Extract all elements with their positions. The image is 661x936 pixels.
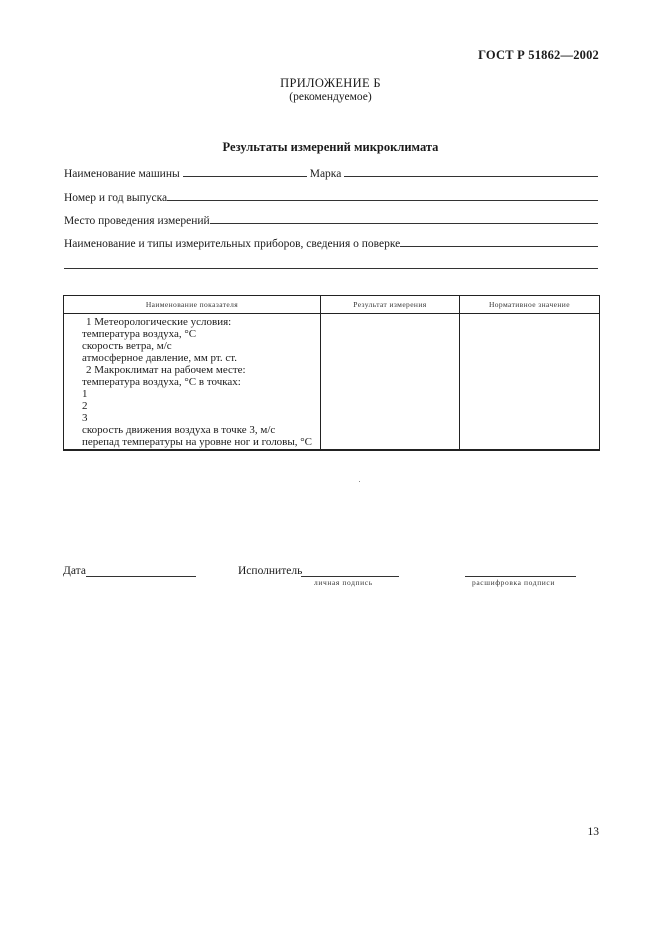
indicator-item: скорость движения воздуха в точке 3, м/с xyxy=(82,424,276,436)
brand-label: Марка xyxy=(309,168,342,180)
indicator-item: 3 xyxy=(82,412,88,424)
standard-number: ГОСТ Р 51862—2002 xyxy=(478,48,599,62)
performer-label: Исполнитель xyxy=(238,565,303,577)
machine-name-field[interactable] xyxy=(183,175,307,177)
signature-caption: личная подпись xyxy=(314,578,373,587)
table-row xyxy=(64,314,600,451)
scan-speck xyxy=(359,481,360,482)
indicator-item: 2 Макроклимат на рабочем месте: xyxy=(86,364,246,376)
instruments-continuation-line[interactable] xyxy=(64,268,598,269)
page-number: 13 xyxy=(587,826,599,838)
results-table xyxy=(63,295,600,451)
indicator-item: 1 xyxy=(82,388,88,400)
place-label: Место проведения измерений xyxy=(64,215,210,227)
indicator-cell xyxy=(64,314,321,451)
instruments-row xyxy=(64,234,598,250)
document-title: Результаты измерений микроклимата xyxy=(222,140,439,154)
norm-cell[interactable] xyxy=(459,314,599,451)
instruments-field[interactable] xyxy=(400,245,598,247)
table-header-row xyxy=(64,296,600,314)
brand-field[interactable] xyxy=(344,175,598,177)
indicator-item: температура воздуха, °С в точках: xyxy=(82,376,241,388)
instruments-label: Наименование и типы измерительных приборов, сведения о поверке xyxy=(64,238,401,250)
decoding-field[interactable] xyxy=(465,563,576,577)
decoding-caption: расшифровка подписи xyxy=(472,578,555,587)
number-year-field[interactable] xyxy=(167,199,598,201)
number-year-row xyxy=(64,188,598,204)
signature-field[interactable] xyxy=(301,563,399,577)
indicator-item: атмосферное давление, мм рт. ст. xyxy=(82,352,237,364)
date-label: Дата xyxy=(63,565,86,577)
machine-name-label: Наименование машины xyxy=(64,168,180,180)
header-indicator: Наименование показателя xyxy=(64,296,321,314)
result-cell[interactable] xyxy=(320,314,459,451)
indicator-item: 2 xyxy=(82,400,88,412)
indicator-item: перепад температуры на уровне ног и головы, °С xyxy=(82,436,313,448)
indicator-item: 1 Метеорологические условия: xyxy=(86,316,232,328)
date-field[interactable] xyxy=(86,563,196,577)
header-result: Результат измерения xyxy=(320,296,459,314)
indicator-item: температура воздуха, °С xyxy=(82,328,197,340)
place-row xyxy=(64,211,598,227)
number-year-label: Номер и год выпуска xyxy=(64,192,168,204)
indicator-item: скорость ветра, м/с xyxy=(82,340,172,352)
header-norm: Нормативное значение xyxy=(459,296,599,314)
annex-subtitle: (рекомендуемое) xyxy=(289,91,372,103)
annex-title: ПРИЛОЖЕНИЕ Б xyxy=(280,76,381,90)
place-field[interactable] xyxy=(210,222,598,224)
machine-brand-row xyxy=(64,164,598,180)
